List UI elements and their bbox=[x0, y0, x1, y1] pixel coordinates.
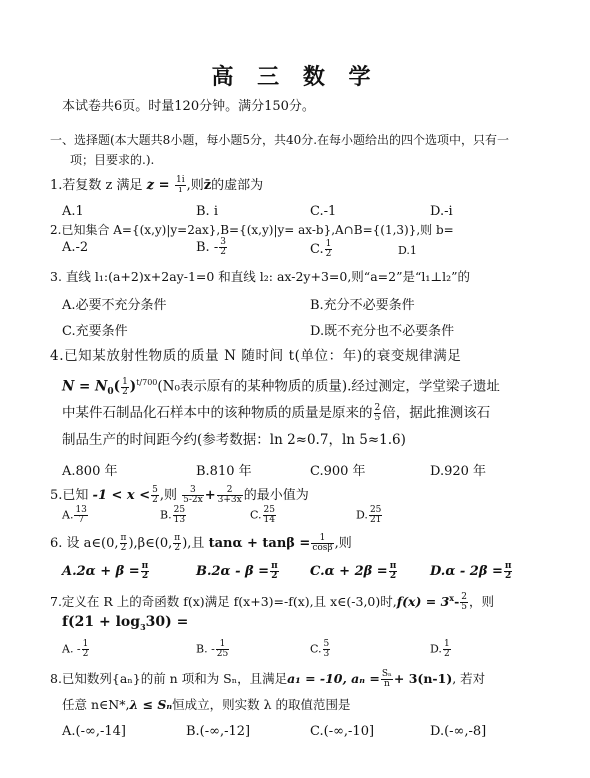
q7-a-den: 2 bbox=[82, 649, 89, 659]
q1-eq: z = bbox=[146, 178, 174, 193]
q6-d-num: π bbox=[504, 561, 512, 571]
q5-cond-num: 5 bbox=[152, 485, 158, 495]
q7-c-label: C. bbox=[310, 642, 322, 656]
q6-b-label: B.2α - β = bbox=[196, 564, 270, 579]
q6-pi-2: π bbox=[174, 533, 181, 543]
q8-line-1-c: , 若对 bbox=[452, 671, 486, 686]
q5-b-den: 13 bbox=[173, 515, 186, 525]
q6-c-num: π bbox=[389, 561, 397, 571]
q5-f2-num: 2 bbox=[217, 486, 243, 496]
q6-d-label: D.α - 2β = bbox=[430, 564, 503, 579]
q8-option-c: C.(-∞,-10] bbox=[310, 724, 375, 739]
question-1 bbox=[50, 176, 263, 195]
q7-a-label: A. - bbox=[62, 642, 81, 656]
q7-stem-b: ，则 bbox=[469, 594, 495, 610]
q5-f1-num: 3 bbox=[182, 486, 204, 496]
q6-c-den: 2 bbox=[389, 571, 397, 581]
q5-b-frac bbox=[173, 506, 186, 525]
q6-d-frac bbox=[504, 562, 513, 581]
q6-c-frac bbox=[389, 562, 398, 581]
q4-option-d: D.920 年 bbox=[430, 464, 487, 479]
question-3: 3. 直线 l₁:(a+2)x+2ay-1=0 和直线 l₂: ax-2y+3=0,则“a=2”是“l₁⊥l₂”的 bbox=[50, 269, 471, 284]
q4-ratio-num: 2 bbox=[374, 403, 381, 413]
q4-formula-sub: 0 bbox=[107, 387, 114, 398]
q4-option-b: B.810 年 bbox=[196, 464, 252, 479]
q5-cond-frac bbox=[151, 486, 159, 505]
q2-option-b-frac bbox=[219, 238, 227, 257]
section-heading-cont: 项；目要求的.). bbox=[70, 153, 155, 167]
q7-fx-minus: - bbox=[454, 594, 460, 610]
q8-line-1-a: 8.已知数列{aₙ}的前 n 项和为 Sₙ，且满足 bbox=[50, 671, 288, 686]
q4-base-den: 2 bbox=[122, 386, 128, 397]
q6-eq-frac bbox=[311, 534, 333, 553]
q7-line-2-a: f(21 + log bbox=[62, 614, 141, 630]
q7-a-num: 1 bbox=[82, 639, 89, 649]
question-5 bbox=[50, 486, 309, 505]
q3-option-a: A.必要不充分条件 bbox=[62, 298, 167, 313]
q5-option-d bbox=[356, 506, 383, 525]
q6-two-2: 2 bbox=[174, 543, 181, 553]
q1-option-d: D.-i bbox=[430, 204, 453, 219]
q7-c-den: 3 bbox=[323, 649, 330, 659]
q7-line-2-b: 30) = bbox=[145, 614, 189, 630]
q1-frac-den: i bbox=[178, 185, 182, 195]
page-title: 高 三 数 学 bbox=[211, 64, 379, 90]
q5-c-den: 14 bbox=[263, 515, 275, 525]
question-7 bbox=[50, 590, 494, 612]
q7-b-label: B. - bbox=[196, 642, 215, 656]
q4-base-frac bbox=[121, 378, 129, 397]
q7-fx-den: 5 bbox=[461, 602, 467, 613]
q7-stem-a: 7.定义在 R 上的奇函数 f(x)满足 f(x+3)=-f(x),且 x∈(-3,0)时, bbox=[50, 594, 397, 610]
q1-option-c: C.-1 bbox=[310, 204, 337, 219]
q1-zbar: z̄ bbox=[203, 178, 212, 193]
q5-frac-2 bbox=[217, 486, 243, 505]
q6-b-den: 2 bbox=[271, 571, 278, 581]
q5-frac-1 bbox=[182, 486, 204, 505]
q4-line-3-b: 倍，据此推测该石 bbox=[382, 405, 491, 421]
q8-inequality: λ ≤ Sₙ bbox=[129, 697, 173, 712]
q8-formula: a₁ = -10, aₙ = bbox=[287, 671, 380, 686]
q4-option-c: C.900 年 bbox=[310, 464, 366, 479]
q7-fx-sup: x bbox=[449, 593, 455, 603]
q5-a-frac bbox=[74, 506, 87, 525]
q5-option-b bbox=[160, 506, 187, 525]
q8-frac-den: n bbox=[383, 679, 390, 689]
q2-b-num: 3 bbox=[220, 237, 226, 247]
q1-option-a: A.1 bbox=[62, 204, 84, 219]
q5-stem-a: 5.已知 bbox=[50, 488, 89, 503]
q7-option-b bbox=[196, 640, 230, 659]
q6-option-b bbox=[196, 562, 280, 581]
exam-info: 本试卷共6页。时量120分钟。满分150分。 bbox=[62, 99, 315, 114]
q5-f1-den: 5-2x bbox=[183, 495, 203, 505]
q7-b-den: 25 bbox=[216, 649, 229, 659]
q6-a-num: π bbox=[141, 561, 149, 571]
q7-option-d bbox=[430, 640, 452, 659]
q5-stem-b: ,则 bbox=[159, 488, 177, 503]
q8-option-d: D.(-∞,-8] bbox=[430, 724, 487, 739]
q8-option-a: A.(-∞,-14] bbox=[62, 724, 126, 739]
q6-a-frac bbox=[141, 562, 150, 581]
q7-option-a bbox=[62, 640, 90, 659]
q7-d-frac bbox=[443, 640, 451, 659]
q1-stem-c: 的虚部为 bbox=[211, 178, 264, 193]
q5-a-label: A. bbox=[62, 508, 74, 522]
q8-option-b: B.(-∞,-12] bbox=[186, 724, 251, 739]
q5-cond-den: 2 bbox=[152, 495, 158, 505]
q2-option-b-label: B. - bbox=[196, 240, 219, 255]
q7-c-num: 5 bbox=[323, 639, 330, 649]
q4-line-4: 制品生产的时间距今约(参考数据：ln 2≈0.7，ln 5≈1.6) bbox=[62, 432, 406, 448]
q6-eq-num: 1 bbox=[311, 534, 333, 544]
q5-d-frac bbox=[369, 506, 382, 525]
q7-a-frac bbox=[82, 640, 90, 659]
q6-pi-frac-1 bbox=[120, 534, 128, 553]
q5-plus: + bbox=[204, 488, 216, 503]
q5-c-label: C. bbox=[250, 508, 262, 522]
q4-formula-line: $N = N_0$( $\frac{1}{2}$ )$^{t/700}$(N₀表示原有的某种物质的质量).经过测定，学堂梁子遗址 bbox=[62, 376, 500, 398]
q6-b-num: π bbox=[271, 561, 278, 571]
q2-option-d: D.1 bbox=[398, 244, 417, 257]
q7-fx-frac bbox=[460, 593, 468, 612]
q5-c-num: 25 bbox=[263, 505, 275, 515]
q6-c-label: C.α + 2β = bbox=[310, 564, 388, 579]
q6-d-den: 2 bbox=[505, 571, 512, 581]
q4-formula-text: (N₀表示原有的某种物质的质量).经过测定，学堂梁子遗址 bbox=[157, 378, 500, 395]
q5-a-num: 13 bbox=[75, 505, 87, 515]
q5-b-label: B. bbox=[160, 508, 172, 522]
q8-frac bbox=[381, 670, 393, 689]
question-4: 4.已知某放射性物质的质量 N 随时间 t(单位：年)的衰变规律满足 bbox=[50, 348, 462, 364]
q8-formula-b: + 3(n-1) bbox=[393, 671, 453, 686]
q8-line-2-b: 恒成立，则实数 λ 的取值范围是 bbox=[172, 697, 351, 712]
q6-pi-1: π bbox=[120, 533, 127, 543]
q4-ratio-frac bbox=[374, 404, 382, 423]
q6-stem-b: ),β∈(0, bbox=[128, 536, 173, 551]
q4-line-3-a: 中某件石制品化石样本中的该种物质的质量是原来的 bbox=[62, 405, 373, 421]
q6-stem-d: ,则 bbox=[334, 536, 352, 551]
q6-equation: tanα + tanβ = bbox=[208, 536, 311, 551]
q6-two-1: 2 bbox=[120, 543, 127, 553]
q6-a-den: 2 bbox=[141, 571, 149, 581]
q7-d-num: 1 bbox=[443, 639, 450, 649]
q4-option-a: A.800 年 bbox=[62, 464, 118, 479]
q5-option-a bbox=[62, 506, 89, 525]
q4-line-3 bbox=[62, 404, 490, 423]
q5-stem-c: 的最小值为 bbox=[243, 488, 309, 503]
q6-option-a bbox=[62, 562, 150, 581]
q6-option-d bbox=[430, 562, 513, 581]
section-heading: 一、选择题(本大题共8小题，每小题5分，共40分.在每小题给出的四个选项中，只有一 bbox=[50, 133, 510, 147]
q7-b-frac bbox=[216, 640, 229, 659]
q5-d-num: 25 bbox=[369, 505, 382, 515]
q4-exponent: t/700 bbox=[136, 378, 158, 387]
q8-line-2-a: 任意 n∈N*, bbox=[62, 697, 130, 712]
q7-log-base: 3 bbox=[140, 621, 146, 632]
q1-option-b: B. i bbox=[196, 204, 218, 219]
q4-ratio-den: 5 bbox=[374, 413, 381, 423]
q7-option-c bbox=[310, 640, 331, 659]
q2-option-b bbox=[196, 238, 228, 257]
q7-b-num: 1 bbox=[216, 640, 229, 650]
q7-line-2 bbox=[62, 614, 188, 636]
q1-stem: 1.若复数 z 满足 bbox=[50, 178, 143, 193]
q1-fraction bbox=[175, 176, 186, 195]
q3-option-d: D.既不充分也不必要条件 bbox=[310, 324, 455, 339]
q7-d-label: D. bbox=[430, 642, 442, 656]
question-8 bbox=[50, 670, 485, 689]
q8-frac-num: Sₙ bbox=[381, 669, 392, 679]
q5-d-label: D. bbox=[356, 508, 368, 522]
q6-pi-frac-2 bbox=[173, 534, 181, 553]
q2-option-c-label: C. bbox=[310, 242, 324, 257]
q2-c-den: 2 bbox=[325, 249, 332, 259]
q2-b-den: 2 bbox=[220, 247, 226, 257]
q6-a-label: A.2α + β = bbox=[62, 564, 140, 579]
q2-c-num: 1 bbox=[325, 239, 332, 249]
q5-b-num: 25 bbox=[173, 505, 186, 515]
q7-fx: f(x) = 3 bbox=[396, 594, 450, 610]
q5-d-den: 21 bbox=[369, 515, 382, 525]
q2-option-a: A.-2 bbox=[62, 240, 89, 255]
q4-formula: N = N bbox=[62, 378, 108, 395]
q7-d-den: 2 bbox=[443, 649, 450, 659]
q1-stem-b: ,则 bbox=[186, 178, 204, 193]
q7-c-frac bbox=[323, 640, 331, 659]
q7-fx-num: 2 bbox=[461, 592, 467, 603]
q6-stem-a: 6. 设 a∈(0, bbox=[50, 536, 119, 551]
q1-frac-num: 1i bbox=[176, 175, 185, 185]
q5-c-frac bbox=[263, 506, 276, 525]
q6-b-frac bbox=[270, 562, 279, 581]
q5-option-c bbox=[250, 506, 277, 525]
q5-a-den: 7 bbox=[78, 515, 85, 525]
q6-stem-c: ),且 bbox=[182, 536, 205, 551]
q6-option-c bbox=[310, 562, 398, 581]
question-2: 2.已知集合 A={(x,y)|y=2ax},B={(x,y)|y= ax-b},A∩B={(1,3)},则 b= bbox=[50, 223, 454, 237]
q5-cond: -1 < x < bbox=[92, 488, 151, 503]
q5-f2-den: 3+3x bbox=[217, 495, 242, 505]
q3-option-b: B.充分不必要条件 bbox=[310, 298, 415, 313]
q4-base-num: 1 bbox=[122, 376, 128, 387]
q6-eq-den: cosβ bbox=[312, 543, 333, 553]
q2-option-c-frac bbox=[325, 240, 333, 259]
question-6 bbox=[50, 534, 352, 553]
q8-line-2 bbox=[62, 696, 351, 713]
q3-option-c: C.充要条件 bbox=[62, 324, 128, 339]
q2-option-c bbox=[310, 240, 333, 259]
